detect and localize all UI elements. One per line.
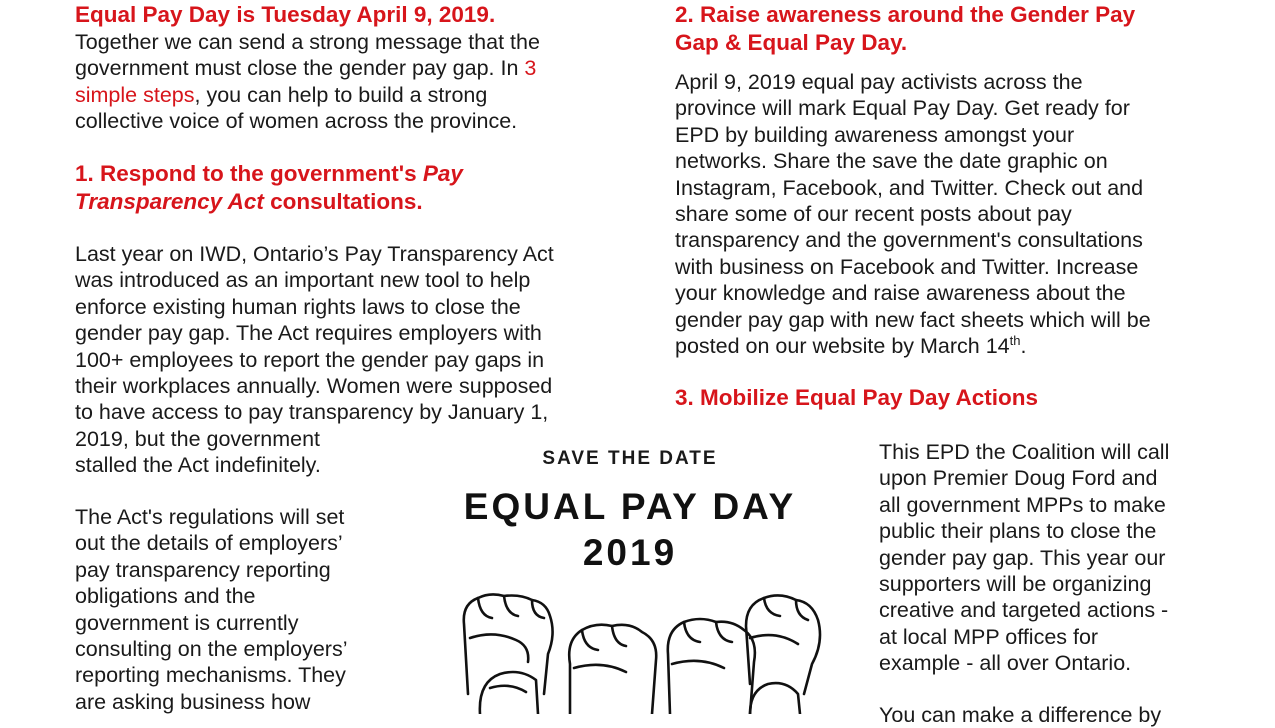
step2-paragraph: April 9, 2019 equal pay activists across the province will mark Equal Pay Day. Get ready for EPD by building awareness amongst your networks. Share the save the date graphic on Instagram, Facebook, and Twitter. Check out and share some of our recent posts about pay transparency and the government's consultations with business on Facebook and Twitter. Increase your knowledge and raise awareness about the gender pay gap with new fact sheets which will be posted on our website by March 14th. — [675, 70, 1151, 359]
step3-paragraph-2: You can make a difference by — [879, 703, 1162, 727]
regulations-paragraph: The Act's regulations will set out the details of employers’ pay transparency reporting obligations and the government is currently consulting on the employers’ reporting mechanisms. They are asking business how — [75, 505, 348, 714]
poster-title: EQUAL PAY DAY — [463, 486, 797, 527]
poster-save-the-date: SAVE THE DATE — [542, 448, 718, 469]
step2-heading: 2. Raise awareness around the Gender Pay Gap & Equal Pay Day. — [675, 2, 1136, 55]
save-the-date-poster — [420, 440, 840, 714]
intro-line: Together we can send a strong message that the — [75, 30, 540, 54]
steps-link-text[interactable]: simple steps — [75, 82, 195, 107]
intro-line: government must close the gender pay gap. In 3 — [75, 56, 537, 81]
intro-line: simple steps, you can help to build a strong — [75, 82, 488, 107]
step1-paragraph: Last year on IWD, Ontario’s Pay Transparency Act was introduced as an important new tool to help enforce existing human rights laws to close the gender pay gap. The Act requires employers with 100+ employees to report the gender pay gaps in their workplaces annually. Women were supposed to have access to pay transparency by January 1, 2019, but the government stalled the Act indefinitely. — [75, 242, 554, 478]
left-title: Equal Pay Day is Tuesday April 9, 2019. — [75, 2, 496, 27]
intro-line: collective voice of women across the province. — [75, 109, 518, 134]
poster-year: 2019 — [582, 532, 678, 573]
steps-link-number[interactable]: 3 — [524, 56, 537, 81]
step3-heading: 3. Mobilize Equal Pay Day Actions — [675, 385, 1039, 410]
intro-paragraph — [75, 29, 615, 135]
step1-heading: 1. Respond to the government's Pay Transparency Act consultations. — [75, 161, 463, 214]
raised-fists-icon — [420, 564, 840, 714]
step3-paragraph: This EPD the Coalition will call upon Premier Doug Ford and all government MPPs to make public their plans to close the gender pay gap. This year our supporters will be organizing creative and targeted actions - at local MPP offices for example - all over Ontario. — [879, 440, 1170, 676]
